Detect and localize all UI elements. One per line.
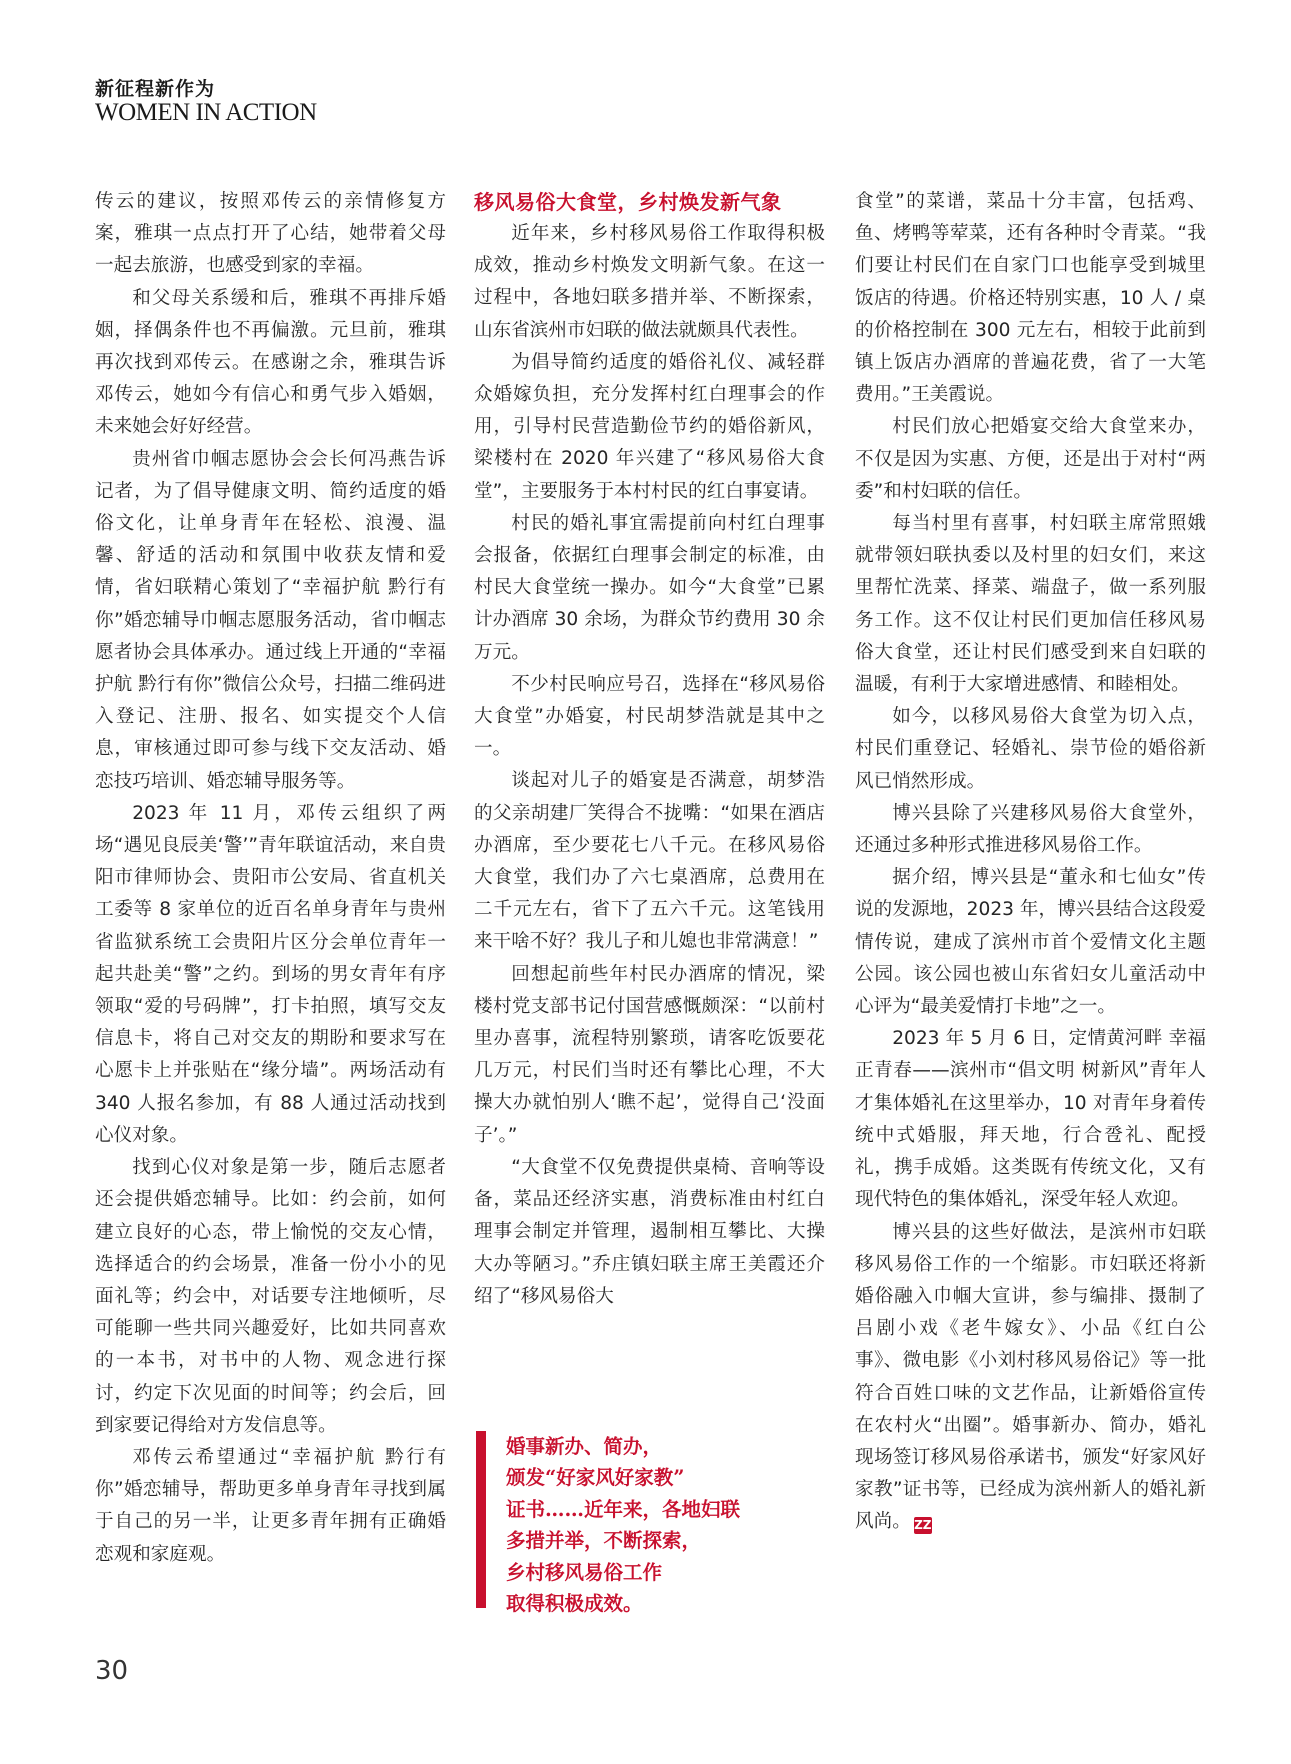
paragraph: 不少村民响应号召，选择在“移风易俗大食堂”办婚宴，村民胡梦浩就是其中之一。 [474,673,825,760]
article-column-2 [474,186,825,1313]
paragraph: 据介绍，博兴县是“董永和七仙女”传说的发源地，2023 年，博兴县结合这段爱情传说，建成了滨州市首个爱情文化主题公园。该公园也被山东省妇女儿童活动中心评为“最美爱情打卡地”之一。 [855,867,1206,1018]
paragraph: 为倡导简约适度的婚俗礼仪、减轻群众婚嫁负担，充分发挥村红白理事会的作用，引导村民营造勤俭节约的婚俗新风，梁楼村在 2020 年兴建了“移风易俗大食堂”，主要服务于本村村民的红白事宴请。 [474,351,825,502]
section-subheading: 移风易俗大食堂，乡村焕发新气象 [474,190,782,214]
paragraph: 每当村里有喜事，村妇联主席常照娥就带领妇联执委以及村里的妇女们，来这里帮忙洗菜、择菜、端盘子，做一系列服务工作。这不仅让村民们更加信任移风易俗大食堂，还让村民们感受到来自妇联的温暖，有利于大家增进感情、和睦相处。 [855,513,1206,696]
paragraph: 如今，以移风易俗大食堂为切入点，村民们重登记、轻婚礼、崇节俭的婚俗新风已悄然形成。 [855,706,1206,792]
pull-quote-line: 颁发“好家风好家教” [506,1466,685,1490]
article-column-3 [855,186,1206,1539]
paragraph: 贵州省巾帼志愿协会会长何冯燕告诉记者，为了倡导健康文明、简约适度的婚俗文化，让单身青年在轻松、浪漫、温馨、舒适的活动和氛围中收获友情和爱情，省妇联精心策划了“幸福护航 黔行有你”婚恋辅导巾帼志愿服务活动，省巾帼志愿者协会具体承办。通过线上开通的“幸福护航 黔行有你”微信公众号，扫描二维码进入登记、注册、报名、如实提交个人信息，审核通过即可参与线下交友活动、婚恋技巧培训、婚恋辅导服务等。 [95,448,446,792]
paragraph: 2023 年 5 月 6 日，定情黄河畔 幸福正青春——滨州市“倡文明 树新风”青年人才集体婚礼在这里举办，10 对青年身着传统中式婚服，拜天地，行合卺礼、配授礼，携手成婚。这类既有传统文化，又有现代特色的集体婚礼，深受年轻人欢迎。 [855,1028,1206,1211]
section-title-cn: 新征程新作为 [95,78,216,100]
paragraph: 村民们放心把婚宴交给大食堂来办，不仅是因为实惠、方便，还是出于对村“两委”和村妇联的信任。 [855,416,1206,502]
pull-quote-line: 取得积极成效。 [506,1592,643,1616]
pull-quote-line: 证书……近年来，各地妇联 [506,1497,741,1521]
paragraph: 2023 年 11 月，邓传云组织了两场“遇见良辰美‘警’”青年联谊活动，来自贵阳市律师协会、贵阳市公安局、省直机关工委等 8 家单位的近百名单身青年与贵州省监狱系统工会贵阳片区分会单位青年一起共赴美“警”之约。到场的男女青年有序领取“爱的号码牌”，打卡拍照，填写交友信息卡，将自己对交友的期盼和要求写在心愿卡上并张贴在“缘分墙”。两场活动有 340 人报名参加，有 88 人通过活动找到心仪对象。 [95,802,446,1146]
paragraph: 食堂”的菜谱，菜品十分丰富，包括鸡、鱼、烤鸭等荤菜，还有各种时令青菜。“我们要让村民们在自家门口也能享受到城里饭店的待遇。价格还特别实惠，10 人 / 桌的价格控制在 300 元左右，相较于此前到镇上饭店办酒席的普遍花费，省了一大笔费用。”王美霞说。 [855,191,1206,406]
paragraph: 村民的婚礼事宜需提前向村红白理事会报备，依据红白理事会制定的标准，由村民大食堂统一操办。如今“大食堂”已累计办酒席 30 余场，为群众节约费用 30 余万元。 [474,512,825,663]
section-title-en: WOMEN IN ACTION [95,99,317,126]
paragraph: 近年来，乡村移风易俗工作取得积极成效，推动乡村焕发文明新气象。在这一过程中，各地妇联多措并举、不断探索，山东省滨州市妇联的做法就颇具代表性。 [474,223,825,341]
paragraph: 邓传云希望通过“幸福护航 黔行有你”婚恋辅导，帮助更多单身青年寻找到属于自己的另一半，让更多青年拥有正确婚恋观和家庭观。 [95,1446,446,1565]
paragraph: “大食堂不仅免费提供桌椅、音响等设备，菜品还经济实惠，消费标准由村红白理事会制定并管理，遏制相互攀比、大操大办等陋习。”乔庄镇妇联主席王美霞还介绍了“移风易俗大 [474,1156,825,1307]
paragraph: 谈起对儿子的婚宴是否满意，胡梦浩的父亲胡建厂笑得合不拢嘴：“如果在酒店办酒席，至少要花七八千元。在移风易俗大食堂，我们办了六七桌酒席，总费用在二千元左右，省下了五六千元。这笔钱用来干啥不好？我儿子和儿媳也非常满意！” [474,770,825,953]
article-column-1 [95,186,446,1571]
article-end-mark-icon: ZZ [914,1518,932,1533]
paragraph-last [855,1217,1206,1539]
paragraph: 和父母关系缓和后，雅琪不再排斥婚姻，择偶条件也不再偏激。元旦前，雅琪再次找到邓传云。在感谢之余，雅琪告诉邓传云，她如今有信心和勇气步入婚姻，未来她会好好经营。 [95,287,446,438]
pull-quote-line: 多措并举，不断探索， [506,1529,702,1553]
paragraph: 回想起前些年村民办酒席的情况，梁楼村党支部书记付国营感慨颇深：“以前村里办喜事，流程特别繁琐，请客吃饭要花几万元，村民们当时还有攀比心理，不大操大办就怕别人‘瞧不起’，觉得自己‘没面子’。” [474,963,825,1146]
paragraph: 传云的建议，按照邓传云的亲情修复方案，雅琪一点点打开了心结，她带着父母一起去旅游，也感受到家的幸福。 [95,191,446,277]
pull-quote [476,1431,824,1616]
pull-quote-line: 婚事新办、简办， [506,1435,663,1458]
paragraph: 找到心仪对象是第一步，随后志愿者还会提供婚恋辅导。比如：约会前，如何建立良好的心态，带上愉悦的交友心情，选择适合的约会场景，准备一份小小的见面礼等；约会中，对话要专注地倾听，尽可能聊一些共同兴趣爱好，比如共同喜欢的一本书，对书中的人物、观念进行探讨，约定下次见面的时间等；约会后，回到家要记得给对方发信息等。 [95,1157,446,1436]
pull-quote-line: 乡村移风易俗工作 [506,1560,663,1584]
paragraph: 博兴县除了兴建移风易俗大食堂外，还通过多种形式推进移风易俗工作。 [855,802,1206,857]
paragraph-text: 博兴县的这些好做法，是滨州市妇联移风易俗工作的一个缩影。市妇联还将新婚俗融入巾帼大宣讲，参与编排、摄制了吕剧小戏《老牛嫁女》、小品《红白公事》、微电影《小刘村移风易俗记》等一批符合百姓口味的文艺作品，让新婚俗宣传在农村火“出圈”。婚事新办、简办，婚礼现场签订移风易俗承诺书，颁发“好家风好家教”证书等，已经成为滨州新人的婚礼新风尚。 [855,1221,1206,1533]
page-number: 30 [95,1656,129,1686]
